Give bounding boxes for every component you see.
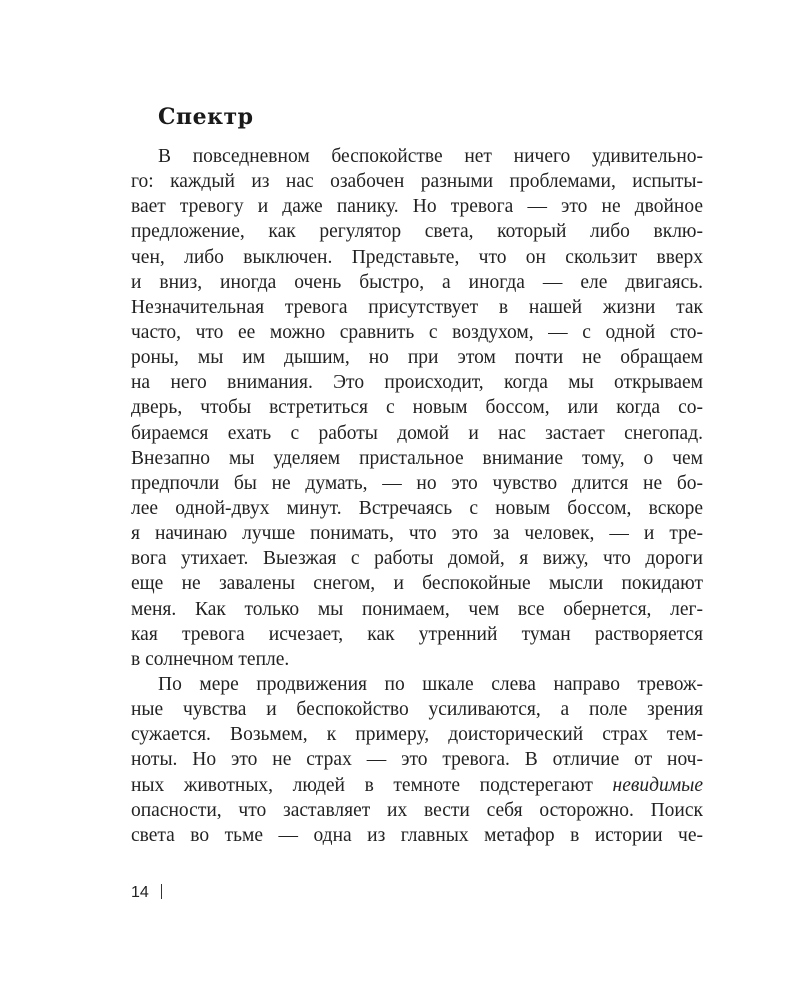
text-line: предложение, как регулятор света, который либо вклю- xyxy=(131,221,703,243)
text-line: вает тревогу и даже панику. Но тревога — это не двойное xyxy=(131,196,703,218)
text-line: и вниз, иногда очень быстро, а иногда — еле двигаясь. xyxy=(131,271,703,293)
folio-divider xyxy=(161,884,163,899)
text-line: света во тьме — одна из главных метафор в истории че- xyxy=(131,824,703,846)
text-line: бираемся ехать с работы домой и нас застает снегопад. xyxy=(131,422,703,444)
page-number: 14 xyxy=(131,884,149,901)
page-footer xyxy=(131,884,162,902)
text-line: в солнечном тепле. xyxy=(131,648,290,670)
text-line: ные чувства и беспокойство усиливаются, а поле зрения xyxy=(131,699,703,721)
text-line: По мере продвижения по шкале слева направо тревож- xyxy=(158,673,703,695)
italic-word: невидимые xyxy=(612,774,703,796)
text-line: меня. Как только мы понимаем, чем все обернется, лег- xyxy=(131,598,703,620)
text-line: опасности, что заставляет их вести себя осторожно. Поиск xyxy=(131,799,703,821)
text-line: ноты. Но это не страх — это тревога. В отличие от ноч- xyxy=(131,749,703,771)
text-line: еще не завалены снегом, и беспокойные мысли покидают xyxy=(131,573,703,595)
paragraph-2 xyxy=(131,672,703,848)
text-line: предпочли бы не думать, — но это чувство длится не бо- xyxy=(131,472,703,494)
body-text xyxy=(131,144,703,848)
text-line: часто, что ее можно сравнить с воздухом, — с одной сто- xyxy=(131,321,703,343)
text-line: дверь, чтобы встретиться с новым боссом, или когда со- xyxy=(131,397,703,419)
text-line: чен, либо выключен. Представьте, что он скользит вверх xyxy=(131,246,703,268)
paragraph-1 xyxy=(131,144,703,672)
text-line: на него внимания. Это происходит, когда мы открываем xyxy=(131,372,703,394)
text-line: кая тревога исчезает, как утренний туман растворяется xyxy=(131,623,703,645)
text-line: роны, мы им дышим, но при этом почти не обращаем xyxy=(131,347,703,369)
text-line: го: каждый из нас озабочен разными проблемами, испыты- xyxy=(131,171,703,193)
text-line: Внезапно мы уделяем пристальное внимание тому, о чем xyxy=(131,447,703,469)
text-line: В повседневном беспокойстве нет ничего удивительно- xyxy=(158,146,703,167)
text-line-with-italic xyxy=(131,773,703,798)
text-line: сужается. Возьмем, к примеру, доисторический страх тем- xyxy=(131,724,703,746)
text-line: вога утихает. Выезжая с работы домой, я вижу, что дороги xyxy=(131,548,703,570)
text-line: Незначительная тревога присутствует в нашей жизни так xyxy=(131,296,703,318)
text-line: я начинаю лучше понимать, что это за человек, — и тре- xyxy=(131,523,703,545)
section-heading: Спектр xyxy=(158,104,254,130)
text-line: лее одной-двух минут. Встречаясь с новым боссом, вскоре xyxy=(131,497,703,519)
line-text: ных животных, людей в темноте подстерегают xyxy=(131,774,613,796)
